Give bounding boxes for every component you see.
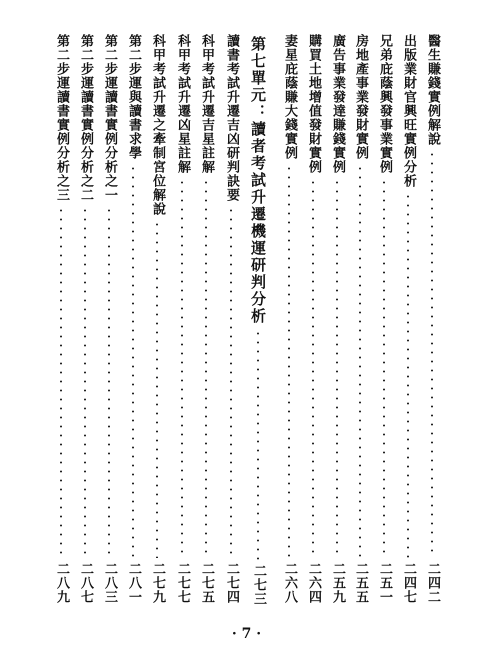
toc-entry	[173, 34, 191, 604]
dot-leader	[60, 206, 62, 558]
dot-leader	[359, 164, 361, 558]
toc-chapter-heading	[247, 36, 269, 606]
entry-title: 第二步運讀書實例分析之一	[102, 34, 117, 202]
toc-entry	[148, 34, 166, 604]
dot-leader	[407, 192, 409, 558]
entry-title: 第二步運與讀書求學	[126, 34, 141, 160]
toc-entry	[222, 34, 240, 604]
toc-entry	[124, 34, 142, 604]
toc-entry	[52, 34, 70, 604]
toc-entry	[375, 34, 393, 604]
entry-page: 二七七	[175, 562, 190, 604]
dot-leader	[383, 178, 385, 558]
dot-leader	[257, 329, 259, 560]
entry-page: 二七四	[224, 562, 239, 604]
dot-leader	[84, 206, 86, 558]
entry-page: 二四七	[401, 562, 416, 604]
dot-leader	[230, 206, 232, 558]
dot-leader	[288, 164, 290, 558]
dot-leader	[336, 178, 338, 558]
entry-title: 科甲考試升遷之牽制宮位解說	[150, 34, 165, 216]
toc-entry	[304, 34, 322, 604]
entry-title: 妻星庇蔭賺大錢實例	[282, 34, 297, 160]
dot-leader	[132, 164, 134, 558]
chapter-title: 第七單元：讀者考試升遷機運研判分析	[249, 36, 267, 325]
entry-title: 出版業財官興旺實例分析	[401, 34, 416, 188]
entry-page: 二八九	[54, 562, 69, 604]
toc-entry	[351, 34, 369, 604]
dot-leader	[312, 178, 314, 558]
dot-leader	[205, 178, 207, 558]
entry-page: 二四二	[425, 562, 440, 604]
entry-page: 二六四	[306, 562, 321, 604]
entry-page: 二八一	[126, 562, 141, 604]
toc-entry	[100, 34, 118, 604]
entry-page: 二五九	[330, 562, 345, 604]
entry-page: 二七三	[251, 564, 266, 606]
dot-leader	[108, 206, 110, 558]
toc-entry	[197, 34, 215, 604]
entry-title: 兄弟庇蔭興發事業實例	[377, 34, 392, 174]
entry-title: 廣告事業發達賺錢實例	[330, 34, 345, 174]
entry-title: 醫生賺錢實例解說	[425, 34, 440, 146]
entry-title: 科甲考試升遷凶星註解	[175, 34, 190, 174]
entry-title: 第二步運讀書實例分析之三	[54, 34, 69, 202]
entry-page: 二七九	[150, 562, 165, 604]
dot-leader	[156, 220, 158, 558]
entry-page: 二八三	[102, 562, 117, 604]
dot-leader	[181, 178, 183, 558]
entry-page: 二五一	[377, 562, 392, 604]
toc-entry	[423, 34, 441, 604]
toc-entry	[399, 34, 417, 604]
dot-leader	[431, 150, 433, 558]
entry-title: 讀書考試升遷吉凶研判訣要	[224, 34, 239, 202]
toc-entry	[328, 34, 346, 604]
entry-title: 科甲考試升遷吉星註解	[199, 34, 214, 174]
entry-page: 二七五	[199, 562, 214, 604]
entry-title: 房地產事業發財實例	[353, 34, 368, 160]
entry-page: 二六八	[282, 562, 297, 604]
toc-entry	[280, 34, 298, 604]
entry-page: 二八七	[78, 562, 93, 604]
toc-entry	[76, 34, 94, 604]
entry-page: 二五五	[353, 562, 368, 604]
entry-title: 第二步運讀書實例分析之二	[78, 34, 93, 202]
entry-title: 購買土地增值發財實例	[306, 34, 321, 174]
page-number: · 7 ·	[231, 626, 262, 642]
